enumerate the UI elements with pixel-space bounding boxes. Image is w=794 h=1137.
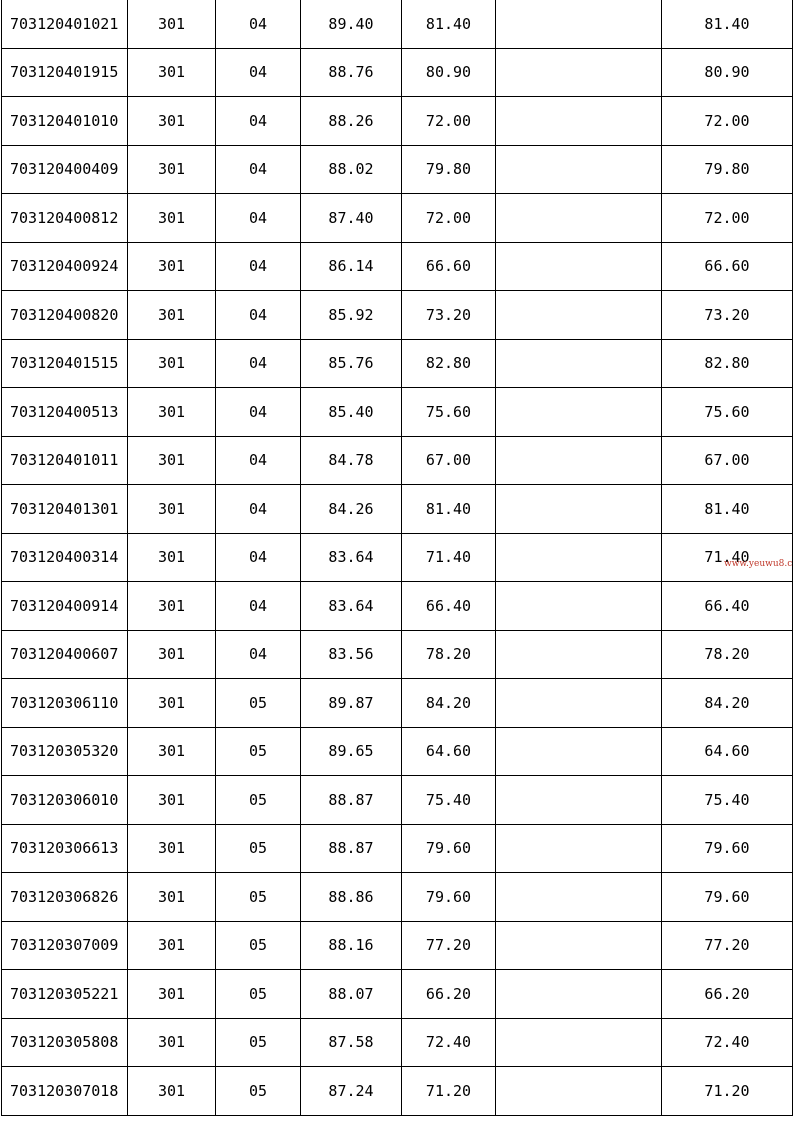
final-score-cell: 78.20 <box>662 630 793 679</box>
score-b-cell: 72.00 <box>402 194 496 243</box>
admission-id-cell: 703120401011 <box>2 436 128 485</box>
final-score-cell: 72.00 <box>662 194 793 243</box>
score-b-cell: 66.60 <box>402 242 496 291</box>
code-cell: 301 <box>128 291 216 340</box>
score-b-cell: 81.40 <box>402 0 496 48</box>
admission-id-cell: 703120400812 <box>2 194 128 243</box>
code-cell: 301 <box>128 97 216 146</box>
table-row <box>2 0 793 48</box>
admission-id-cell: 703120306826 <box>2 873 128 922</box>
score-a-cell: 88.87 <box>301 776 402 825</box>
score-b-cell: 72.40 <box>402 1018 496 1067</box>
score-table <box>1 0 793 1116</box>
final-score-cell: 67.00 <box>662 436 793 485</box>
score-a-cell: 83.56 <box>301 630 402 679</box>
group-cell: 05 <box>216 776 301 825</box>
blank-cell <box>496 1067 662 1116</box>
code-cell: 301 <box>128 630 216 679</box>
group-cell: 05 <box>216 970 301 1019</box>
group-cell: 05 <box>216 921 301 970</box>
admission-id-cell: 703120307009 <box>2 921 128 970</box>
group-cell: 04 <box>216 0 301 48</box>
group-cell: 04 <box>216 97 301 146</box>
score-b-cell: 80.90 <box>402 48 496 97</box>
admission-id-cell: 703120306010 <box>2 776 128 825</box>
code-cell: 301 <box>128 1067 216 1116</box>
admission-id-cell: 703120401915 <box>2 48 128 97</box>
group-cell: 04 <box>216 436 301 485</box>
code-cell: 301 <box>128 970 216 1019</box>
table-row <box>2 97 793 146</box>
group-cell: 04 <box>216 485 301 534</box>
score-a-cell: 87.58 <box>301 1018 402 1067</box>
table-row <box>2 921 793 970</box>
blank-cell <box>496 436 662 485</box>
final-score-cell: 81.40 <box>662 485 793 534</box>
score-a-cell: 87.40 <box>301 194 402 243</box>
watermark-text: www.yeuwu8.c <box>724 559 793 569</box>
group-cell: 04 <box>216 194 301 243</box>
score-a-cell: 89.87 <box>301 679 402 728</box>
score-a-cell: 85.76 <box>301 339 402 388</box>
admission-id-cell: 703120400513 <box>2 388 128 437</box>
admission-id-cell: 703120305320 <box>2 727 128 776</box>
score-a-cell: 83.64 <box>301 582 402 631</box>
admission-id-cell: 703120400924 <box>2 242 128 291</box>
final-score-cell: 75.60 <box>662 388 793 437</box>
final-score-cell: 77.20 <box>662 921 793 970</box>
code-cell: 301 <box>128 1018 216 1067</box>
score-a-cell: 84.26 <box>301 485 402 534</box>
final-score-cell: 80.90 <box>662 48 793 97</box>
table-row <box>2 776 793 825</box>
score-b-cell: 67.00 <box>402 436 496 485</box>
code-cell: 301 <box>128 194 216 243</box>
blank-cell <box>496 776 662 825</box>
final-score-cell: 71.20 <box>662 1067 793 1116</box>
admission-id-cell: 703120400914 <box>2 582 128 631</box>
group-cell: 04 <box>216 291 301 340</box>
blank-cell <box>496 48 662 97</box>
final-score-cell: 72.40 <box>662 1018 793 1067</box>
blank-cell <box>496 582 662 631</box>
table-row <box>2 388 793 437</box>
score-b-cell: 75.60 <box>402 388 496 437</box>
table-row <box>2 533 793 582</box>
table-row <box>2 485 793 534</box>
blank-cell <box>496 97 662 146</box>
blank-cell <box>496 485 662 534</box>
score-a-cell: 85.40 <box>301 388 402 437</box>
score-a-cell: 85.92 <box>301 291 402 340</box>
code-cell: 301 <box>128 824 216 873</box>
group-cell: 05 <box>216 824 301 873</box>
final-score-cell: 79.60 <box>662 824 793 873</box>
code-cell: 301 <box>128 0 216 48</box>
score-b-cell: 72.00 <box>402 97 496 146</box>
score-a-cell: 88.07 <box>301 970 402 1019</box>
group-cell: 04 <box>216 533 301 582</box>
code-cell: 301 <box>128 582 216 631</box>
table-row <box>2 970 793 1019</box>
table-row <box>2 436 793 485</box>
code-cell: 301 <box>128 339 216 388</box>
blank-cell <box>496 970 662 1019</box>
score-b-cell: 79.60 <box>402 873 496 922</box>
admission-id-cell: 703120400314 <box>2 533 128 582</box>
blank-cell <box>496 921 662 970</box>
code-cell: 301 <box>128 776 216 825</box>
code-cell: 301 <box>128 727 216 776</box>
admission-id-cell: 703120306110 <box>2 679 128 728</box>
table-row <box>2 679 793 728</box>
admission-id-cell: 703120400607 <box>2 630 128 679</box>
blank-cell <box>496 630 662 679</box>
blank-cell <box>496 1018 662 1067</box>
group-cell: 05 <box>216 679 301 728</box>
table-row <box>2 194 793 243</box>
admission-id-cell: 703120306613 <box>2 824 128 873</box>
score-b-cell: 79.80 <box>402 145 496 194</box>
table-row <box>2 145 793 194</box>
admission-id-cell: 703120400409 <box>2 145 128 194</box>
group-cell: 04 <box>216 582 301 631</box>
score-b-cell: 84.20 <box>402 679 496 728</box>
final-score-cell: 73.20 <box>662 291 793 340</box>
group-cell: 05 <box>216 727 301 776</box>
score-a-cell: 83.64 <box>301 533 402 582</box>
score-b-cell: 66.40 <box>402 582 496 631</box>
table-row <box>2 291 793 340</box>
group-cell: 05 <box>216 1067 301 1116</box>
table-row <box>2 582 793 631</box>
score-a-cell: 88.87 <box>301 824 402 873</box>
final-score-cell: 64.60 <box>662 727 793 776</box>
table-body <box>2 0 793 1115</box>
code-cell: 301 <box>128 388 216 437</box>
code-cell: 301 <box>128 485 216 534</box>
score-a-cell: 84.78 <box>301 436 402 485</box>
score-b-cell: 77.20 <box>402 921 496 970</box>
final-score-cell: 79.60 <box>662 873 793 922</box>
score-a-cell: 88.02 <box>301 145 402 194</box>
score-b-cell: 71.20 <box>402 1067 496 1116</box>
score-a-cell: 87.24 <box>301 1067 402 1116</box>
table-row <box>2 873 793 922</box>
score-b-cell: 82.80 <box>402 339 496 388</box>
score-a-cell: 88.26 <box>301 97 402 146</box>
code-cell: 301 <box>128 436 216 485</box>
score-a-cell: 88.16 <box>301 921 402 970</box>
table-row <box>2 630 793 679</box>
score-b-cell: 79.60 <box>402 824 496 873</box>
score-b-cell: 81.40 <box>402 485 496 534</box>
final-score-cell: 66.20 <box>662 970 793 1019</box>
score-b-cell: 71.40 <box>402 533 496 582</box>
blank-cell <box>496 824 662 873</box>
table-row <box>2 824 793 873</box>
admission-id-cell: 703120307018 <box>2 1067 128 1116</box>
code-cell: 301 <box>128 533 216 582</box>
final-score-cell: 66.40 <box>662 582 793 631</box>
code-cell: 301 <box>128 48 216 97</box>
final-score-cell: 84.20 <box>662 679 793 728</box>
score-b-cell: 78.20 <box>402 630 496 679</box>
final-score-cell: 71.40 <box>662 533 793 582</box>
group-cell: 04 <box>216 145 301 194</box>
admission-id-cell: 703120401010 <box>2 97 128 146</box>
score-b-cell: 75.40 <box>402 776 496 825</box>
code-cell: 301 <box>128 145 216 194</box>
score-a-cell: 88.86 <box>301 873 402 922</box>
score-a-cell: 89.40 <box>301 0 402 48</box>
blank-cell <box>496 291 662 340</box>
table-row <box>2 727 793 776</box>
score-a-cell: 86.14 <box>301 242 402 291</box>
code-cell: 301 <box>128 921 216 970</box>
group-cell: 05 <box>216 873 301 922</box>
blank-cell <box>496 727 662 776</box>
code-cell: 301 <box>128 679 216 728</box>
blank-cell <box>496 388 662 437</box>
code-cell: 301 <box>128 873 216 922</box>
blank-cell <box>496 0 662 48</box>
table-row <box>2 1067 793 1116</box>
final-score-cell: 82.80 <box>662 339 793 388</box>
table-row <box>2 1018 793 1067</box>
final-score-cell: 66.60 <box>662 242 793 291</box>
final-score-cell: 81.40 <box>662 0 793 48</box>
admission-id-cell: 703120400820 <box>2 291 128 340</box>
blank-cell <box>496 242 662 291</box>
group-cell: 04 <box>216 242 301 291</box>
group-cell: 04 <box>216 48 301 97</box>
admission-id-cell: 703120401301 <box>2 485 128 534</box>
admission-id-cell: 703120305221 <box>2 970 128 1019</box>
table-row <box>2 48 793 97</box>
blank-cell <box>496 873 662 922</box>
score-a-cell: 89.65 <box>301 727 402 776</box>
blank-cell <box>496 679 662 728</box>
blank-cell <box>496 145 662 194</box>
score-b-cell: 66.20 <box>402 970 496 1019</box>
admission-id-cell: 703120305808 <box>2 1018 128 1067</box>
score-b-cell: 73.20 <box>402 291 496 340</box>
group-cell: 04 <box>216 388 301 437</box>
final-score-cell: 75.40 <box>662 776 793 825</box>
admission-id-cell: 703120401515 <box>2 339 128 388</box>
group-cell: 04 <box>216 630 301 679</box>
group-cell: 04 <box>216 339 301 388</box>
group-cell: 05 <box>216 1018 301 1067</box>
admission-id-cell: 703120401021 <box>2 0 128 48</box>
final-score-cell: 72.00 <box>662 97 793 146</box>
score-b-cell: 64.60 <box>402 727 496 776</box>
code-cell: 301 <box>128 242 216 291</box>
blank-cell <box>496 339 662 388</box>
table-row <box>2 242 793 291</box>
table-row <box>2 339 793 388</box>
blank-cell <box>496 533 662 582</box>
blank-cell <box>496 194 662 243</box>
score-a-cell: 88.76 <box>301 48 402 97</box>
final-score-cell: 79.80 <box>662 145 793 194</box>
